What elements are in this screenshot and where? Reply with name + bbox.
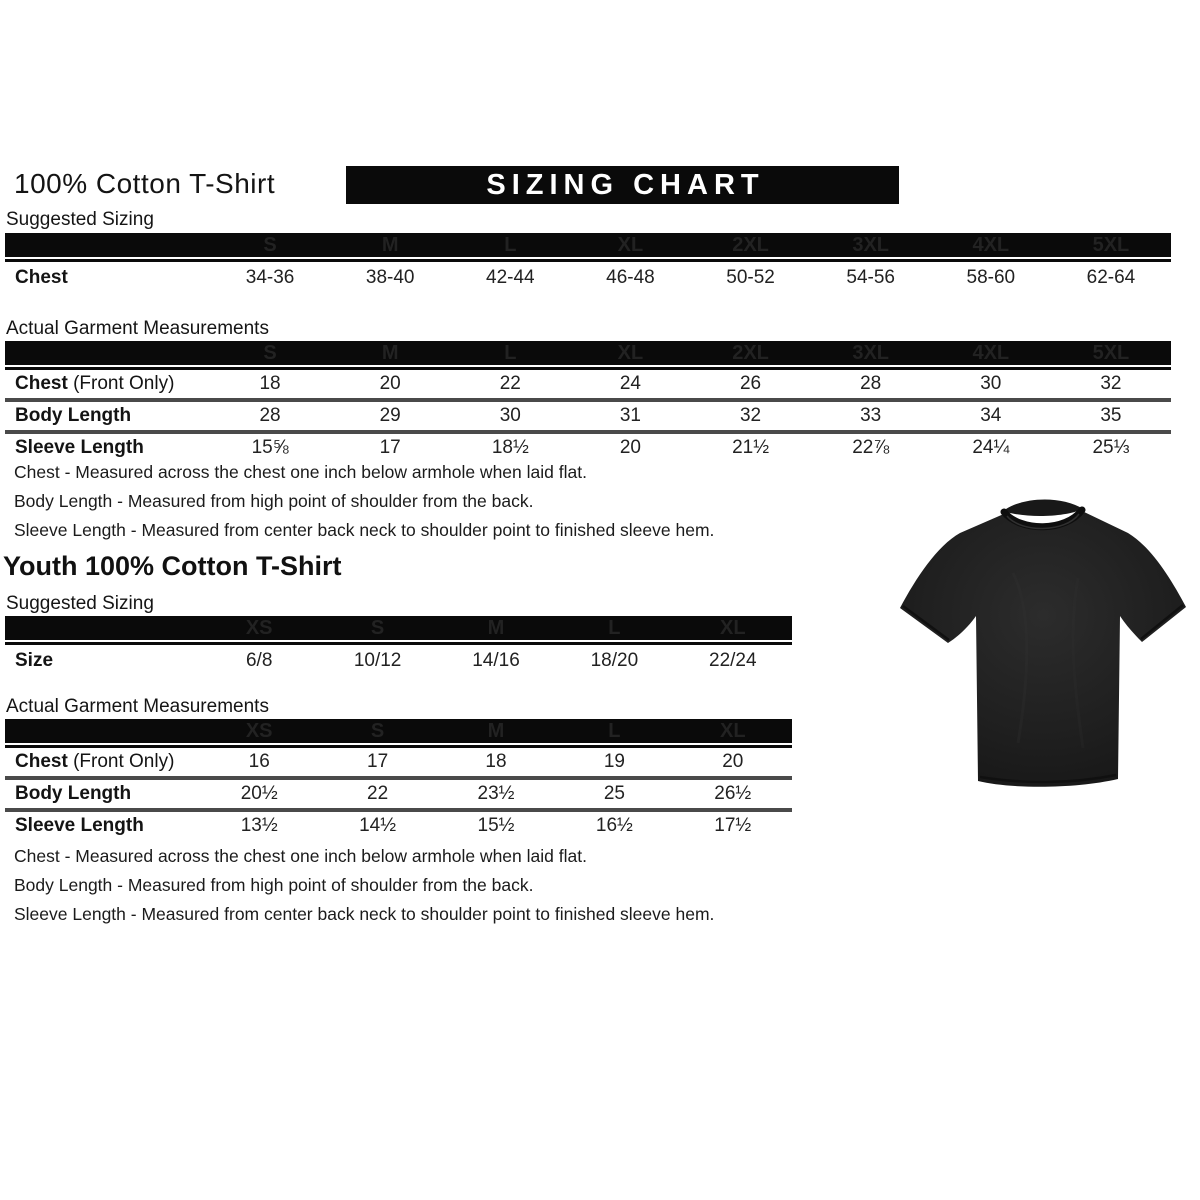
- table-header-cell: M: [381, 233, 399, 256]
- table-row: [5, 748, 792, 776]
- table-row: [5, 262, 1171, 293]
- table-header-cell: XS: [245, 719, 273, 742]
- cell-value: 22: [367, 783, 389, 804]
- cell-value: 28: [860, 373, 882, 394]
- table-header-cell: S: [263, 233, 277, 256]
- cell-value: 29: [379, 405, 401, 426]
- row-label: Body Length: [15, 405, 132, 426]
- cell-value: 34-36: [245, 266, 295, 288]
- table-row: [5, 780, 792, 808]
- cell-value: 28: [259, 405, 281, 426]
- table-header-cell: 5XL: [1092, 233, 1130, 256]
- adult-measurement-notes: [14, 458, 714, 545]
- note-line: Sleeve Length - Measured from center back neck to shoulder point to finished sleeve hem.: [14, 520, 715, 540]
- cell-value: 31: [619, 405, 641, 426]
- cell-value: 19: [603, 751, 625, 772]
- sizing-chart-banner: [346, 166, 899, 204]
- cell-value: 42-44: [486, 266, 535, 288]
- cell-value: 22: [499, 373, 521, 394]
- table-header-cell: 3XL: [852, 233, 890, 256]
- youth-suggested-table: [5, 616, 792, 676]
- table-header-cell: XL: [720, 616, 746, 639]
- cell-value: 20: [619, 437, 641, 458]
- table-header-row: [5, 233, 1171, 259]
- cell-value: 17: [367, 751, 389, 772]
- adult-suggested-table: [5, 233, 1171, 293]
- cell-value: 16½: [595, 815, 633, 836]
- cell-value: 30: [980, 373, 1002, 394]
- table-header-row: [5, 341, 1171, 367]
- note-line: Sleeve Length - Measured from center back neck to shoulder point to finished sleeve hem.: [14, 904, 715, 924]
- table-header-cell: 4XL: [972, 341, 1010, 364]
- note-line: Body Length - Measured from high point of shoulder from the back.: [14, 875, 534, 895]
- cell-value: 38-40: [365, 266, 415, 288]
- cell-value: 54-56: [846, 266, 895, 288]
- table-header-cell: L: [504, 233, 517, 256]
- cell-value: 46-48: [606, 266, 655, 288]
- youth-measurement-notes: [14, 842, 714, 929]
- row-label: Chest: [15, 266, 68, 288]
- cell-value: 20: [722, 751, 744, 772]
- row-label: Chest (Front Only): [15, 751, 175, 772]
- cell-value: 17½: [714, 815, 752, 836]
- row-label: Size: [15, 649, 54, 671]
- black-tshirt-image: [893, 483, 1193, 805]
- row-label: Chest (Front Only): [15, 373, 175, 394]
- cell-value: 22⅞: [852, 437, 890, 458]
- table-header-cell: L: [608, 616, 621, 639]
- table-header-cell: 2XL: [732, 341, 769, 364]
- table-header-cell: XL: [617, 341, 644, 364]
- table-header-cell: L: [504, 341, 517, 364]
- adult-actual-measurements-label: Actual Garment Measurements: [6, 318, 269, 339]
- cell-value: 22/24: [709, 649, 757, 671]
- cell-value: 15⅝: [251, 437, 289, 458]
- cell-value: 62-64: [1086, 266, 1136, 288]
- youth-actual-table: [5, 719, 792, 840]
- table-header-cell: XS: [245, 616, 273, 639]
- table-header-cell: 3XL: [852, 341, 890, 364]
- note-line: Body Length - Measured from high point of shoulder from the back.: [14, 491, 534, 511]
- cell-value: 33: [860, 405, 882, 426]
- page-title: 100% Cotton T-Shirt: [14, 168, 276, 199]
- cell-value: 24¼: [972, 437, 1010, 458]
- tshirt-body: [900, 510, 1186, 787]
- cell-value: 21½: [732, 437, 770, 458]
- cell-value: 26½: [714, 783, 752, 804]
- table-header-row: [5, 719, 792, 745]
- adult-suggested-sizing-label: Suggested Sizing: [6, 209, 154, 230]
- cell-value: 24: [619, 373, 641, 394]
- cell-value: 35: [1100, 405, 1122, 426]
- youth-actual-measurements-label: Actual Garment Measurements: [6, 696, 269, 717]
- cell-value: 10/12: [353, 649, 402, 671]
- cell-value: 15½: [477, 815, 515, 836]
- table-header-cell: 4XL: [972, 233, 1010, 256]
- table-header-cell: M: [487, 616, 505, 639]
- table-row: [5, 812, 792, 840]
- cell-value: 26: [739, 373, 762, 394]
- row-label: Sleeve Length: [15, 815, 144, 836]
- table-header-cell: M: [381, 341, 399, 364]
- table-header-cell: S: [263, 341, 277, 364]
- table-header-row: [5, 616, 792, 642]
- cell-value: 23½: [477, 783, 515, 804]
- cell-value: 25: [603, 783, 625, 804]
- cell-value: 18: [485, 751, 507, 772]
- table-header-cell: S: [370, 719, 385, 742]
- youth-title: Youth 100% Cotton T-Shirt: [3, 551, 342, 581]
- table-row: [5, 645, 792, 676]
- cell-value: 14½: [359, 815, 397, 836]
- row-label: Body Length: [15, 783, 132, 804]
- row-label: Sleeve Length: [15, 437, 144, 458]
- table-header-cell: XL: [720, 719, 746, 742]
- youth-suggested-sizing-label: Suggested Sizing: [6, 593, 154, 614]
- cell-value: 17: [379, 437, 401, 458]
- cell-value: 25⅓: [1092, 437, 1130, 458]
- cell-value: 6/8: [245, 649, 273, 671]
- cell-value: 20½: [240, 783, 278, 804]
- table-header-cell: M: [487, 719, 505, 742]
- note-line: Chest - Measured across the chest one inch below armhole when laid flat.: [14, 462, 587, 482]
- tshirt-collar-back: [1003, 499, 1083, 516]
- cell-value: 32: [739, 405, 762, 426]
- sizing-chart-banner-text: SIZING CHART: [486, 168, 765, 201]
- table-header-cell: L: [608, 719, 621, 742]
- cell-value: 18/20: [590, 649, 639, 671]
- table-row: [5, 402, 1171, 430]
- cell-value: 50-52: [726, 266, 775, 288]
- cell-value: 58-60: [966, 266, 1016, 288]
- table-header-cell: XL: [617, 233, 644, 256]
- cell-value: 18½: [491, 437, 529, 458]
- cell-value: 16: [248, 751, 270, 772]
- cell-value: 34: [980, 405, 1002, 426]
- cell-value: 32: [1100, 373, 1122, 394]
- cell-value: 18: [259, 373, 281, 394]
- table-header-cell: 2XL: [732, 233, 769, 256]
- note-line: Chest - Measured across the chest one inch below armhole when laid flat.: [14, 846, 587, 866]
- table-header-cell: 5XL: [1092, 341, 1130, 364]
- cell-value: 20: [379, 373, 401, 394]
- cell-value: 13½: [240, 815, 278, 836]
- cell-value: 30: [499, 405, 521, 426]
- adult-actual-table: [5, 341, 1171, 462]
- cell-value: 14/16: [472, 649, 520, 671]
- table-row: [5, 370, 1171, 398]
- table-header-cell: S: [370, 616, 385, 639]
